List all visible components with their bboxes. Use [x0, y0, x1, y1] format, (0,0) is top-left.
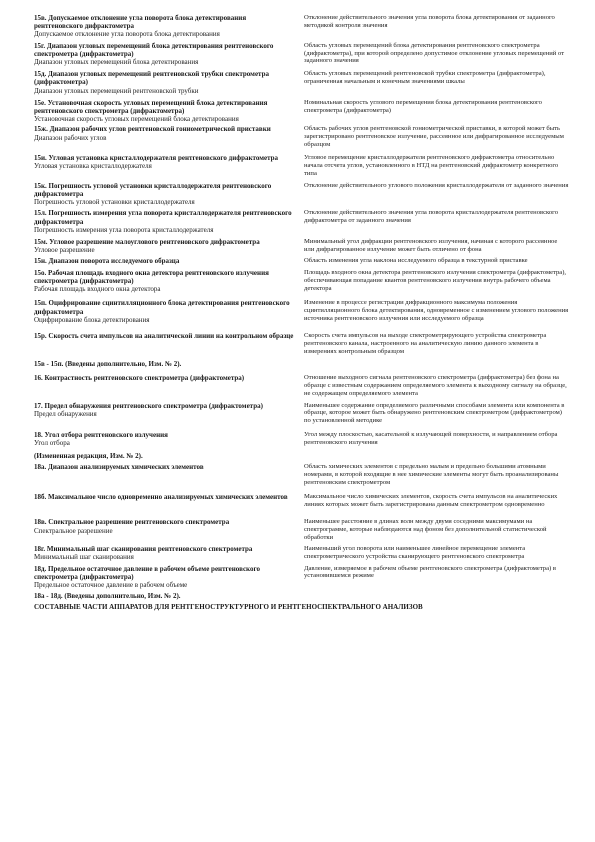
- term-cell: [34, 42, 304, 67]
- definition-cell: [304, 209, 569, 234]
- term-short-form: Спектральное разрешение: [34, 526, 113, 535]
- term-definition: Номинальная скорость углового перемещения блока детектирования рентгеновского спектрометра (дифрактометра): [304, 98, 542, 114]
- definition-cell: [304, 182, 569, 207]
- definition-cell: [304, 431, 569, 447]
- term-row: [34, 257, 569, 265]
- term-short-form: Предел обнаружения: [34, 409, 97, 418]
- definition-cell: [304, 565, 569, 590]
- term-cell: [34, 431, 304, 447]
- term-row: [34, 493, 569, 509]
- term-cell: [34, 182, 304, 207]
- term-definition: Наименьшее содержание определяемого различными способами элемента или компонента в образце, которое может быть обнаружено рентгеновским спектрометром (дифрактометром) по установленной методике: [304, 401, 565, 425]
- term-cell: [34, 14, 304, 39]
- term-short-form: Диапазон угловых перемещений блока детектирования: [34, 58, 199, 67]
- term-cell: [34, 565, 304, 590]
- term-definition: Минимальный угол дифракции рентгеновского излучения, начиная с которого рассеянное или дифрагированное излучение может быть отличено от фона: [304, 238, 558, 253]
- term-row: [34, 209, 569, 234]
- term-short-form: Минимальный шаг сканирования: [34, 553, 134, 562]
- definition-cell: [304, 360, 569, 368]
- definition-cell: [304, 14, 569, 39]
- term-cell: [34, 452, 304, 460]
- amendment-note: 15в - 15п. (Введены дополнительно, Изм. № 2).: [34, 359, 182, 368]
- term-definition: Угловое перемещение кристаллодержателя рентгеновского дифрактометра относительно начала отсчета углов, установленного в НТД на рентгеновский дифрактометр конкретного типа: [304, 154, 559, 177]
- amendment-note: 18а - 18д. (Введены дополнительно, Изм. № 2).: [34, 592, 181, 601]
- term-definition: Наименьшее расстояние в длинах волн между двумя соседними максимумами на спектрограмме, которые наблюдаются над фоном без дополнительной статистической обработки: [304, 518, 547, 542]
- term-definition: Угол между плоскостью, касательной к излучающей поверхности, и направлением отбора рентгеновского излучения: [304, 431, 558, 447]
- definition-cell: [304, 518, 569, 542]
- term-row: [34, 14, 569, 39]
- term-row: [34, 99, 569, 124]
- term-name: 18в. Спектральное разрешение рентгеновского спектрометра: [34, 518, 230, 527]
- term-cell: [34, 154, 304, 178]
- term-row: [34, 125, 569, 149]
- definition-cell: [304, 99, 569, 124]
- definition-cell: [304, 332, 569, 356]
- definition-cell: [304, 238, 569, 254]
- definition-cell: [304, 154, 569, 178]
- term-row: [34, 402, 569, 426]
- definition-cell: [304, 299, 569, 324]
- term-row: [34, 360, 569, 368]
- term-cell: [34, 70, 304, 95]
- definition-cell: [304, 70, 569, 95]
- term-name: 15м. Угловое разрешение малоуглового рентгеновского дифрактометра: [34, 238, 260, 247]
- term-cell: [34, 374, 304, 398]
- term-short-form: Погрешность угловой установки кристаллодержателя: [34, 198, 195, 207]
- term-row: [34, 70, 569, 95]
- term-definition: Давление, измеряемое в рабочем объеме рентгеновского спектрометра (дифрактометра) в установившемся режиме: [304, 564, 556, 580]
- definition-cell: [304, 493, 569, 509]
- term-name: 18б. Максимальное число одновременно анализируемых химических элементов: [34, 492, 288, 501]
- term-name: 15к. Погрешность угловой установки кристаллодержателя рентгеновского дифрактометра: [34, 181, 272, 199]
- term-row: [34, 431, 569, 447]
- term-name: 15г. Диапазон угловых перемещений блока детектирования рентгеновского спектрометра (дифрактометра): [34, 41, 274, 58]
- term-cell: [34, 299, 304, 324]
- term-cell: [34, 238, 304, 254]
- term-row: [34, 374, 569, 398]
- term-definition: Область угловых перемещений рентгеновской трубки спектрометра (дифрактометра), ограниченная начальным и конечным значениями шкалы: [304, 70, 546, 86]
- term-row: [34, 452, 569, 460]
- term-short-form: Допускаемое отклонение угла поворота блока детектирования: [34, 30, 220, 39]
- term-name: 15п. Оцифрирование сцинтилляционного блока детектирования рентгеновского дифрактометра: [34, 299, 290, 316]
- term-name: 15е. Установочная скорость угловых перемещений блока детектирования рентгеновского спектрометра (дифрактометра): [34, 98, 268, 116]
- term-short-form: Установочная скорость угловых перемещений блока детектирования: [34, 115, 239, 124]
- term-short-form: Рабочая площадь входного окна детектора: [34, 285, 161, 294]
- term-definition: Область изменения угла наклона исследуемого образца в текстурной приставке: [304, 256, 528, 264]
- term-short-form: Диапазон угловых перемещений рентгеновской трубки: [34, 86, 199, 95]
- term-short-form: Предельное остаточное давление в рабочем объеме: [34, 580, 188, 589]
- term-row: [34, 269, 569, 294]
- term-definition: Площадь входного окна детектора рентгеновского излучения спектрометра (дифрактометра), обеспечивающая попадание квантов рентгеновского излучения внутрь рабочего объема детектора: [304, 268, 567, 292]
- term-name: 15в. Допускаемое отклонение угла поворота блока детектирования рентгеновского дифрактометра: [34, 14, 247, 31]
- term-name: 15р. Скорость счета импульсов на аналитической линии на контрольном образце: [34, 331, 294, 340]
- terms-table: [34, 14, 569, 600]
- term-name: 15л. Погрешность измерения угла поворота кристаллодержателя рентгеновского дифрактометра: [34, 209, 292, 226]
- term-row: [34, 42, 569, 67]
- term-row: [34, 154, 569, 178]
- term-row: [34, 592, 569, 600]
- term-short-form: Оцифрирование блока детектирования: [34, 315, 150, 324]
- term-definition: Наименьший угол поворота или наименьшее линейное перемещение элемента спектрометрического устройства сканирующего рентгеновского спектрометра: [304, 545, 526, 561]
- term-name: 15о. Рабочая площадь входного окна детектора рентгеновского излучения спектрометра (дифрактометра): [34, 268, 269, 285]
- term-definition: Область угловых перемещений блока детектирования рентгеновского спектрометра (дифрактометра), при которой определено допустимое отклонение угловых перемещений от заданного значения: [304, 41, 565, 65]
- term-short-form: Угол отбора: [34, 439, 70, 448]
- term-cell: [34, 269, 304, 294]
- definition-cell: [304, 592, 569, 600]
- term-short-form: Угловое разрешение: [34, 246, 95, 255]
- term-short-form: Угловая установка кристаллодержателя: [34, 162, 152, 171]
- term-cell: [34, 332, 304, 356]
- term-definition: Область рабочих углов рентгеновской гониометрической приставки, в которой может быть зарегистрировано рентгеновское излучение, рассеянное или дифрагированное исследуемым образцом: [304, 125, 564, 149]
- definition-cell: [304, 269, 569, 294]
- term-name: 15д. Диапазон угловых перемещений рентгеновской трубки спектрометра (дифрактометра): [34, 70, 269, 87]
- term-row: [34, 565, 569, 590]
- term-name: 16. Контрастность рентгеновского спектрометра (дифрактометра): [34, 373, 245, 382]
- term-definition: Отклонение действительного значения угла поворота кристаллодержателя рентгеновского дифрактометра от заданного значения: [304, 209, 559, 225]
- term-definition: Область химических элементов с предельно малым и предельно большими атомными номерами, в которой входящие в нее химические элементы могут быть проанализированы рентгеновским спектрометром: [304, 462, 559, 486]
- term-name: 18а. Диапазон анализируемых химических элементов: [34, 462, 204, 471]
- term-definition: Максимальное число химических элементов, скорость счета импульсов на аналитических линиях которых может быть зарегистрирована данным спектрометром одновременно: [304, 492, 558, 508]
- term-cell: [34, 209, 304, 234]
- term-name: 15н. Диапазон поворота исследуемого образца: [34, 256, 180, 265]
- definition-cell: [304, 545, 569, 561]
- term-name: 18г. Минимальный шаг сканирования рентгеновского спектрометра: [34, 545, 253, 554]
- amendment-note: (Измененная редакция, Изм. № 2).: [34, 451, 143, 460]
- term-cell: [34, 257, 304, 265]
- term-name: 17. Предел обнаружения рентгеновского спектрометра (дифрактометра): [34, 401, 263, 410]
- definition-cell: [304, 374, 569, 398]
- term-row: [34, 238, 569, 254]
- term-definition: Отклонение действительного углового положения кристаллодержателя от заданного значения: [304, 181, 569, 189]
- term-row: [34, 332, 569, 356]
- term-cell: [34, 545, 304, 561]
- term-cell: [34, 99, 304, 124]
- definition-cell: [304, 125, 569, 149]
- definition-cell: [304, 402, 569, 426]
- term-cell: [34, 592, 304, 600]
- definition-cell: [304, 42, 569, 67]
- term-row: [34, 463, 569, 487]
- term-cell: [34, 518, 304, 542]
- term-definition: Отношение выходного сигнала рентгеновского спектрометра (дифрактометра) без фона на образце с известным содержанием определяемого элемента к выходному сигналу на образце, не содержащем определяемого элемента: [304, 373, 567, 397]
- term-row: [34, 518, 569, 542]
- term-cell: [34, 402, 304, 426]
- term-cell: [34, 360, 304, 368]
- section-heading: СОСТАВНЫЕ ЧАСТИ АППАРАТОВ ДЛЯ РЕНТГЕНОСТРУКТУРНОГО И РЕНТГЕНОСПЕКТРАЛЬНОГО АНАЛИЗОВ: [34, 603, 423, 612]
- term-cell: [34, 493, 304, 509]
- term-short-form: Диапазон рабочих углов: [34, 133, 107, 142]
- definition-cell: [304, 257, 569, 265]
- term-name: 15и. Угловая установка кристаллодержателя рентгеновского дифрактометра: [34, 154, 279, 163]
- term-definition: Отклонение действительного значения угла поворота блока детектирования от заданного методикой контроля значения: [304, 14, 555, 29]
- term-short-form: Погрешность измерения угла поворота кристаллодержателя: [34, 225, 214, 234]
- term-cell: [34, 125, 304, 149]
- term-name: 18. Угол отбора рентгеновского излучения: [34, 431, 168, 440]
- term-row: [34, 299, 569, 324]
- definition-cell: [304, 463, 569, 487]
- term-row: [34, 545, 569, 561]
- definition-cell: [304, 452, 569, 460]
- term-cell: [34, 463, 304, 487]
- term-name: 15ж. Диапазон рабочих углов рентгеновской гониометрической приставки: [34, 125, 271, 134]
- term-name: 18д. Предельное остаточное давление в рабочем объеме рентгеновского спектрометра (дифрактометра): [34, 564, 261, 581]
- term-row: [34, 182, 569, 207]
- term-definition: Изменение в процессе регистрации дифракционного максимума положения сцинтилляционного блока детектирования, одновременное с изменением углового положения источника рентгеновского излучения или исследуемого образца: [304, 299, 569, 323]
- term-definition: Скорость счета импульсов на выходе спектрометрирующего устройства спектрометра рентгеновского канала, настроенного на аналитическую линию данного элемента в измерениях контрольным образцом: [304, 331, 547, 355]
